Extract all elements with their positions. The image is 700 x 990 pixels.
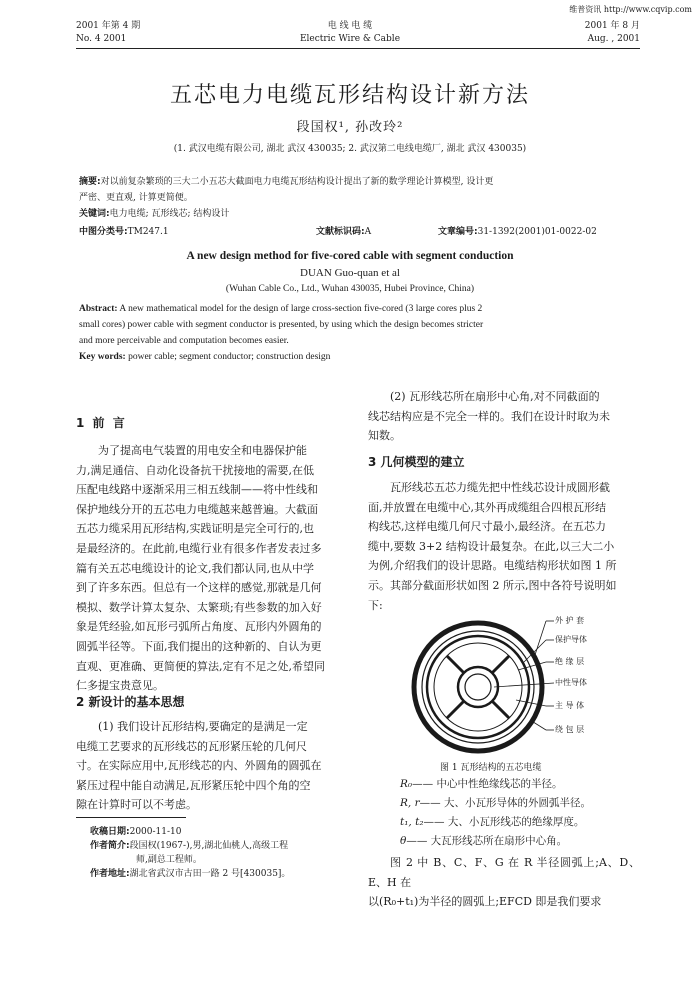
footnote-author-line1: 段国权(1967-),男,湖北仙桃人,高级工程 (129, 841, 289, 851)
symbol-item (400, 832, 640, 851)
para2-line: 知数。 (368, 429, 401, 443)
section-1-title: 1 前 言 (76, 416, 127, 430)
sec2-line: 紧压过程中能自动满足,瓦形紧压轮中四个角的空 (76, 778, 311, 792)
symbol: R, r (400, 797, 420, 809)
abstract-en-line2: small cores) power cable with segment conductor is presented, by using which the design becomes stricter (79, 320, 484, 330)
footnote-received: 2000-11-10 (129, 827, 182, 837)
section-3-body (368, 478, 640, 615)
sec1-line: 力,满足通信、自动化设备抗干扰接地的需要,在低 (76, 463, 314, 477)
protective-conductor-ring (427, 636, 529, 738)
right-last-para (368, 853, 640, 912)
sec2-line: 寸。在实际应用中,瓦形线芯的内、外圆角的圆弧在 (76, 759, 322, 773)
sec3-line: 为例,介绍我们的设计思路。电缆结构形状如图 1 所 (368, 559, 617, 573)
symbol-desc: —— 大瓦形线芯所在扇形中心角。 (406, 835, 568, 847)
sec3-line: 面,并放置在电缆中心,其外再成缆组合四根瓦形结 (368, 500, 606, 514)
sec1-line: 保护地线分开的五芯电力电缆越来越普遍。大截面 (76, 502, 318, 516)
sec1-line: 五芯力缆采用瓦形结构,实践证明是完全可行的,也 (76, 522, 314, 536)
footnote-address: 湖北省武汉市古田一路 2 号[430035]。 (129, 869, 291, 879)
para2-line: (2) 瓦形线芯所在扇形中心角,对不同截面的 (390, 390, 600, 403)
sec1-line: 仁多提宝贵意见。 (76, 679, 164, 693)
figure-label: 保护导体 (555, 635, 587, 644)
header-left-line1: 2001 年第 4 期 (76, 21, 141, 31)
clc-value: TM247.1 (127, 227, 169, 237)
sec2-line: 电缆工艺要求的瓦形线芯的瓦形紧压轮的几何尺 (76, 739, 307, 753)
abstract-cn (79, 174, 639, 222)
wrapping-layer-ring (422, 631, 534, 743)
last-line: 以(R₀+t₁)为半径的圆弧上;EFCD 即是我们要求 (368, 895, 602, 909)
para2-line: 线芯结构应是不完全一样的。我们在设计时取为未 (368, 409, 610, 423)
header-left-line2: No. 4 2001 (76, 34, 127, 44)
sec1-line: 模拟、数学计算太复杂、太繁琐;有些参数的加入好 (76, 600, 322, 614)
sec1-line: 篇有关五芯电缆设计的论文,我们都认同,也从中学 (76, 561, 314, 575)
abstract-cn-line1: 对以前复杂繁琐的三大二小五芯大截面电力电缆瓦形结构设计提出了新的数学理论计算模型, 设计更 (100, 177, 494, 187)
site-header: 维普资讯 http://www.cqvip.com (569, 5, 692, 14)
doc-code-value: A (364, 227, 372, 237)
abstract-cn-label: 摘要: (79, 177, 101, 187)
sec3-line: 构线芯,这样电缆几何尺寸最小,最经济。在五芯力 (368, 520, 606, 534)
symbol-desc: —— 中心中性绝缘线芯的半径。 (412, 778, 563, 790)
keywords-en: power cable; segment conductor; construction design (128, 352, 331, 362)
footnote-author-label: 作者简介: (90, 841, 130, 851)
symbol: t₁, t₂ (400, 816, 424, 828)
symbol: R₀ (400, 778, 413, 790)
figure-label: 绕 包 层 (555, 725, 585, 734)
abstract-en (79, 301, 649, 365)
sec1-line: 到了许多东西。但总有一个这样的感觉,那就是几何 (76, 581, 322, 595)
header-rule (76, 48, 640, 49)
symbol-desc: —— 大、小瓦形导体的外圆弧半径。 (419, 797, 591, 809)
keywords-cn: 电力电缆; 瓦形线芯; 结构设计 (109, 209, 230, 219)
neutral-conductor (465, 674, 491, 700)
doc-code-line (316, 224, 371, 240)
sec1-line: 压配电线路中逐渐采用三相五线制——将中性线和 (76, 483, 318, 497)
keywords-en-label: Key words: (79, 352, 126, 362)
abstract-en-line3: and more perceivable and computation becomes easier. (79, 336, 289, 346)
article-no-value: 31-1392(2001)01-0022-02 (477, 227, 597, 237)
footnote-rule (76, 817, 186, 818)
sec2-line: (1) 我们设计瓦形结构,要确定的是满足一定 (98, 720, 308, 733)
header-right-line2: Aug. , 2001 (587, 34, 640, 44)
header-center-line1: 电 线 电 缆 (327, 21, 373, 31)
sec3-line: 下: (368, 598, 383, 612)
symbol-desc: —— 大、小瓦形线芯的绝缘厚度。 (423, 816, 585, 828)
article-no-line (438, 224, 597, 240)
last-line: 图 2 中 B、C、F、G 在 R 半径圆弧上;A、D、E、H 在 (368, 856, 640, 889)
symbol-item (400, 775, 640, 794)
header-center-line2: Electric Wire & Cable (299, 34, 401, 44)
abstract-en-line1: A new mathematical model for the design of large cross-section five-cored (3 large cores plus 2 (119, 304, 483, 314)
section-1-body (76, 441, 360, 696)
clc-line (79, 224, 169, 240)
title-en: A new design method for five-cored cable with segment conduction (186, 250, 514, 262)
section-3-title: 3 几何模型的建立 (368, 455, 465, 469)
affiliation-en: (Wuhan Cable Co., Ltd., Wuhan 430035, Hubei Province, China) (225, 284, 475, 294)
abstract-cn-line2: 严密、更直观, 计算更简便。 (79, 193, 193, 203)
sec1-line: 为了提高电气装置的用电安全和电器保护能 (98, 444, 307, 457)
footnote-address-label: 作者地址: (90, 869, 130, 879)
header-right-line1: 2001 年 8 月 (584, 21, 640, 31)
sec1-line: 直观、更准确、更简便的算法,定有不足之处,希望同 (76, 659, 325, 673)
paper-title: 五芯电力电缆瓦形结构设计新方法 (169, 83, 530, 108)
sec1-line: 象是凭经验,如瓦形弓弧所占角度、瓦形内外圆角的 (76, 620, 322, 634)
right-para-2 (368, 387, 640, 446)
sec3-line: 瓦形线芯五芯力缆先把中性线芯设计成圆形截 (390, 481, 610, 494)
symbol-list (400, 775, 640, 851)
outer-sheath-ring (414, 623, 542, 751)
sec3-line: 缆中,要数 3+2 结构设计最复杂。在此,以三大二小 (368, 539, 615, 553)
paper-affiliations: (1. 武汉电缆有限公司, 湖北 武汉 430035; 2. 武汉第二电线电缆厂, 湖北 武汉 430035) (173, 144, 527, 154)
footnote-author-line2: 师,副总工程师。 (136, 855, 202, 865)
section-2-body (76, 717, 360, 815)
sec2-line: 隙在计算时可以不考虑。 (76, 798, 197, 812)
doc-code-label: 文献标识码: (316, 227, 365, 237)
sec1-line: 是最经济的。在此前,电缆行业有很多作者发表过多 (76, 541, 322, 555)
symbol: θ (400, 835, 407, 847)
keywords-cn-label: 关键词: (79, 209, 110, 219)
footnotes (90, 825, 360, 881)
paper-authors: 段国权¹, 孙改玲² (296, 120, 404, 135)
symbol-item (400, 813, 640, 832)
abstract-en-label: Abstract: (79, 304, 118, 314)
sec3-line: 示。其部分截面形状如图 2 所示,图中各符号说明如 (368, 578, 617, 592)
symbol-item (400, 794, 640, 813)
figure-label: 绝 缘 层 (555, 657, 585, 666)
figure-1-caption: 图 1 瓦形结构的五芯电缆 (440, 763, 542, 773)
footnote-received-label: 收稿日期: (90, 827, 130, 837)
figure-label: 中性导体 (555, 678, 587, 687)
figure-label: 外 护 套 (555, 616, 585, 625)
article-no-label: 文章编号: (438, 227, 478, 237)
authors-en: DUAN Guo-quan et al (300, 267, 400, 279)
clc-label: 中图分类号: (79, 227, 128, 237)
figure-label: 主 导 体 (555, 701, 585, 710)
sec1-line: 圆弧半径等。下面,我们提出的这种新的、自认为更 (76, 639, 322, 653)
section-2-title: 2 新设计的基本思想 (76, 695, 185, 709)
